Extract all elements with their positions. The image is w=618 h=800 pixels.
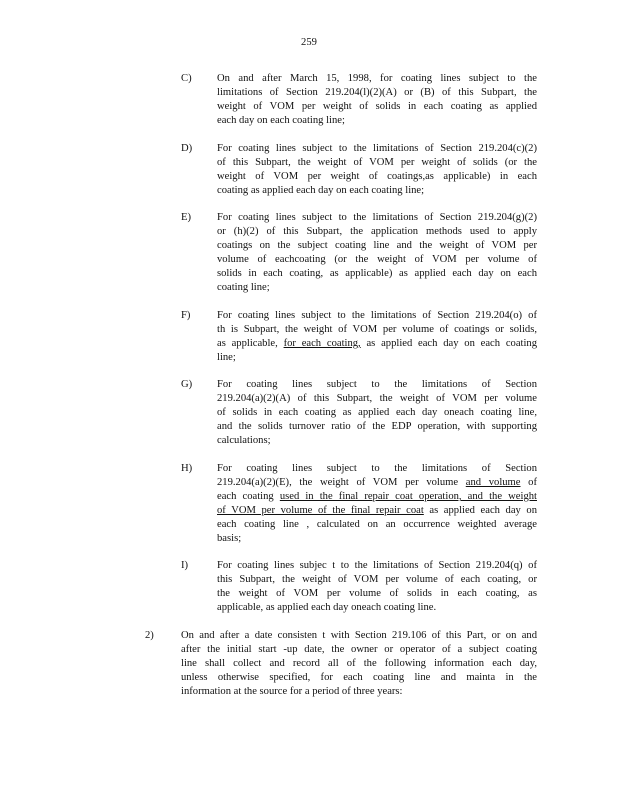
page-number: 259 [301, 37, 317, 48]
text-line: limitations of Section 219.204(l)(2)(A) or (B) of this Subpart, the [217, 87, 537, 98]
underlined-text: of VOM per volume of the final repair coat [217, 505, 424, 516]
text-line: calculations; [217, 435, 271, 446]
list-item-text [217, 211, 537, 295]
text-line: and the solids turnover ratio of the EDP operation, with supporting [217, 421, 537, 432]
list-item-text [217, 142, 537, 198]
text-line: after the initial start -up date, the owner or operator of a subject coating [181, 644, 537, 655]
list-item-label: E) [181, 212, 191, 223]
underlined-text: and volume [465, 477, 521, 488]
list-item-text [217, 72, 537, 128]
text-line: th is Subpart, the weight of VOM per volume of coatings or solids, [217, 324, 537, 335]
text-line: or (h)(2) of this Subpart, the application methods used to apply [217, 226, 537, 237]
text-line: basis; [217, 533, 242, 544]
text-line: 219.204(a)(2)(E), the weight of VOM per volume and volume of [217, 477, 537, 488]
text-line: line shall collect and record all of the following information each day, [181, 658, 537, 669]
section-text [181, 629, 537, 699]
text-line: weight of VOM per weight of solids in each coating as applied [217, 101, 537, 112]
list-item-label: C) [181, 73, 192, 84]
text-line: of this Subpart, the weight of VOM per weight of solids (or the [217, 157, 537, 168]
list-item-text [217, 462, 537, 546]
text-line: 219.204(a)(2)(A) of this Subpart, the weight of VOM per volume [217, 393, 537, 404]
list-item-label: H) [181, 463, 193, 474]
list-item-text [217, 378, 537, 448]
list-item-label: G) [181, 379, 193, 390]
text-line: of solids in each coating as applied each day oneach coating line, [217, 407, 537, 418]
text-line: information at the source for a period of three years: [181, 686, 403, 697]
text-line: For coating lines subject to the limitations of Section [217, 379, 537, 390]
text-line: this Subpart, the weight of VOM per volume of each coating, or [217, 574, 537, 585]
text-line: weight of VOM per weight of coatings,as applicable) in each [217, 171, 537, 182]
list-item-label: D) [181, 143, 193, 154]
text-line: For coating lines subject to the limitations of Section [217, 463, 537, 474]
list-item-label: I) [181, 560, 189, 571]
underlined-text: for each coating, [283, 338, 361, 349]
text-line: as applicable, for each coating, as applied each day on each coating [217, 338, 537, 349]
text-line: On and after March 15, 1998, for coating lines subject to the [217, 73, 537, 84]
text-line: For coating lines subjec t to the limitations of Section 219.204(q) of [217, 560, 537, 571]
text-line: For coating lines subject to the limitations of Section 219.204(c)(2) [217, 143, 537, 154]
list-item-text [217, 309, 537, 365]
text-line: coatings on the subject coating line and the weight of VOM per [217, 240, 537, 251]
text-line: volume of eachcoating (or the weight of VOM per volume of [217, 254, 537, 265]
text-line: coating as applied each day on each coating line; [217, 185, 425, 196]
text-line: For coating lines subject to the limitations of Section 219.204(o) of [217, 310, 537, 321]
text-line: each coating line , calculated on an occurrence weighted average [217, 519, 537, 530]
text-line: of VOM per volume of the final repair coat as applied each day on [217, 505, 537, 516]
text-line: For coating lines subject to the limitations of Section 219.204(g)(2) [217, 212, 537, 223]
text-line: each day on each coating line; [217, 115, 345, 126]
text-line: applicable, as applied each day oneach coating line. [217, 602, 437, 613]
text-line: each coating used in the final repair coat operation, and the weight [217, 491, 537, 502]
text-line: solids in each coating, as applicable) as applied each day on each [217, 268, 537, 279]
list-item-label: F) [181, 310, 191, 321]
underlined-text: used in the final repair coat operation, and the weight [279, 491, 537, 502]
text-line: the weight of VOM per volume of solids in each coating, as [217, 588, 537, 599]
text-line: line; [217, 352, 236, 363]
list-item-text [217, 559, 537, 615]
text-line: coating line; [217, 282, 270, 293]
text-line: unless otherwise specified, for each coating line and mainta in the [181, 672, 537, 683]
text-line: On and after a date consisten t with Section 219.106 of this Part, or on and [181, 630, 537, 641]
section-label: 2) [145, 630, 154, 641]
